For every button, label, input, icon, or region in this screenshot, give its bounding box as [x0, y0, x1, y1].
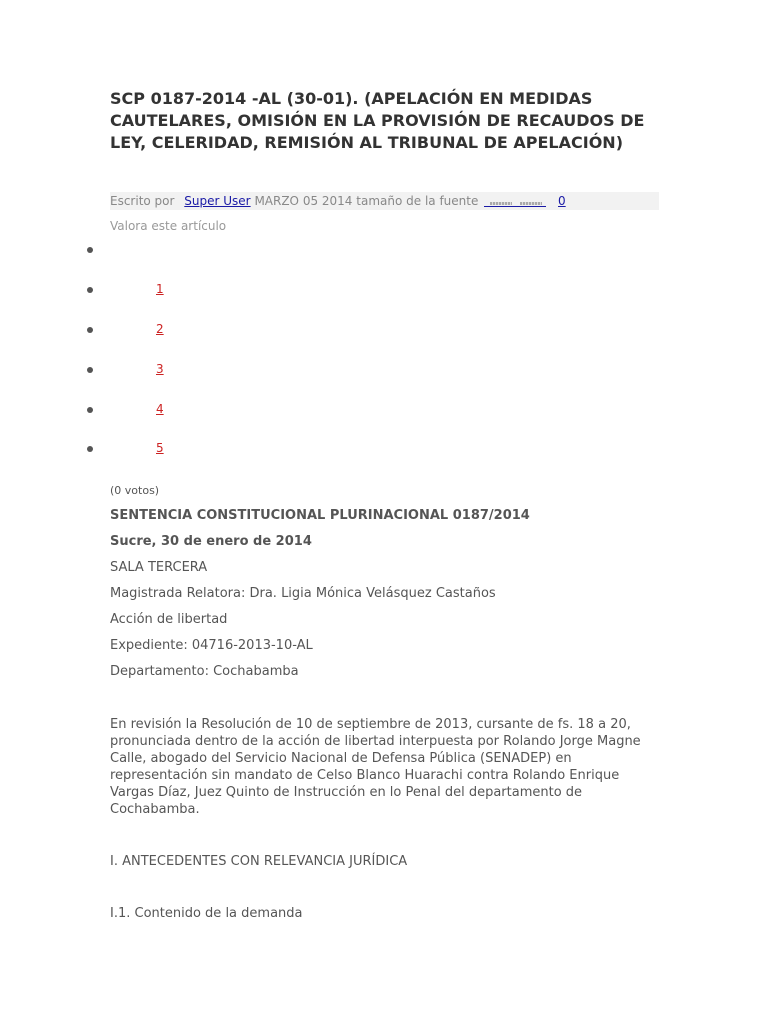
article-title: SCP 0187-2014 -AL (30-01). (APELACIÓN EN MEDIDAS CAUTELARES, OMISIÓN EN LA PROVISIÓN DE RECAUDOS DE LEY, CELERIDAD, REMISIÓN AL TRIBUNAL DE APELACIÓN): [110, 89, 645, 152]
votes-count: (0 votos): [110, 484, 160, 497]
sentence-place-date: Sucre, 30 de enero de 2014: [110, 534, 312, 549]
reporting-magistrate-line: Magistrada Relatora: Dra. Ligia Mónica Velásquez Castaños: [110, 586, 496, 601]
increase-font-size-icon[interactable]: [520, 202, 542, 205]
department-line: Departamento: Cochabamba: [110, 664, 299, 679]
article-meta-bar: [110, 192, 659, 210]
subsection-heading: I.1. Contenido de la demanda: [110, 906, 303, 921]
written-by-label: Escrito por: [110, 194, 175, 208]
rating-list-bullet: [87, 287, 93, 293]
rate-star-3-link[interactable]: 3: [156, 362, 164, 376]
rating-list-bullet: [87, 407, 93, 413]
sentence-number: SENTENCIA CONSTITUCIONAL PLURINACIONAL 0187/2014: [110, 508, 530, 523]
chamber-line: SALA TERCERA: [110, 560, 208, 575]
rating-list-bullet: [87, 327, 93, 333]
rate-star-2-link[interactable]: 2: [156, 322, 164, 336]
font-size-label: tamaño de la fuente: [356, 194, 479, 208]
rate-star-4-link[interactable]: 4: [156, 402, 164, 416]
rating-list-bullet: [87, 446, 93, 452]
rating-list-bullet: [87, 367, 93, 373]
rating-list-bullet: [87, 247, 93, 253]
rate-star-1-link[interactable]: 1: [156, 282, 164, 296]
article-date: MARZO 05 2014: [254, 194, 353, 208]
rating-label: Valora este artículo: [110, 219, 227, 233]
review-paragraph: En revisión la Resolución de 10 de septiembre de 2013, cursante de fs. 18 a 20, pronunciada dentro de la acción de libertad interpuesta por Rolando Jorge Magne Calle, abogado del Servicio Nacional de Defensa Pública (SENADEP) en representación sin mandato de Celso Blanco Huarachi contra Rolando Enrique Vargas Díaz, Juez Quinto de Instrucción en lo Penal del departamento de Cochabamba.: [110, 717, 641, 817]
section-heading: I. ANTECEDENTES CON RELEVANCIA JURÍDICA: [110, 854, 408, 869]
rate-star-5-link[interactable]: 5: [156, 441, 164, 455]
author-link[interactable]: Super User: [184, 194, 251, 208]
comments-count-link[interactable]: 0: [558, 194, 566, 208]
decrease-font-size-icon[interactable]: [490, 202, 512, 205]
action-type-line: Acción de libertad: [110, 612, 228, 627]
font-size-controls: [484, 196, 546, 207]
case-file-line: Expediente: 04716-2013-10-AL: [110, 638, 313, 653]
